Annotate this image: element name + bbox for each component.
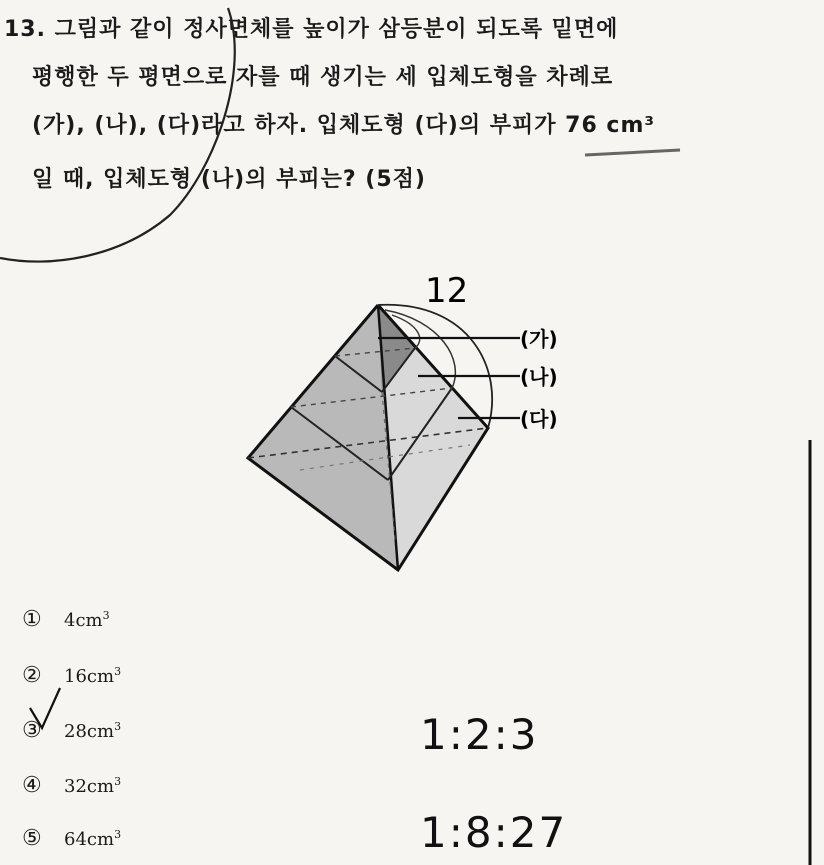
choice-3-exponent: 3 <box>114 719 122 733</box>
choice-1-value: 4cm <box>64 609 103 631</box>
choice-5[interactable] <box>22 826 121 851</box>
handwritten-length-ratio: 1:2:3 <box>420 710 539 759</box>
choice-5-value: 64cm <box>64 828 115 850</box>
choice-2-value: 16cm <box>64 665 115 687</box>
choice-3-value: 28cm <box>64 720 115 742</box>
pen-stroke-underline <box>585 150 680 155</box>
choice-1-exponent: 3 <box>102 608 110 622</box>
choice-3-number: ③ <box>22 718 42 743</box>
choice-4-number: ④ <box>22 773 42 798</box>
choice-4-exponent: 3 <box>114 774 122 788</box>
handwritten-volume-ratio: 1:8:27 <box>420 808 568 857</box>
choice-3[interactable] <box>22 718 121 743</box>
choice-5-number: ⑤ <box>22 826 42 851</box>
choice-4-value: 32cm <box>64 775 115 797</box>
question-line-2: 평행한 두 평면으로 자를 때 생기는 세 입체도형을 차례로 <box>32 65 614 90</box>
pen-stroke-curve <box>0 8 235 262</box>
choice-2[interactable] <box>22 663 121 688</box>
figure-label-da: (다) <box>520 407 558 431</box>
question-line-1: 13. 그림과 같이 정사면체를 높이가 삼등분이 되도록 밑면에 <box>4 17 619 42</box>
figure-annotation-12: 12 <box>425 271 469 311</box>
choice-1-number: ① <box>22 607 42 632</box>
front-face-left <box>248 305 398 570</box>
choice-5-exponent: 3 <box>114 827 122 841</box>
choice-4[interactable] <box>22 773 121 798</box>
question-line-4: 일 때, 입체도형 (나)의 부피는? (5점) <box>32 167 426 192</box>
choice-1[interactable] <box>22 607 110 632</box>
figure-label-ga: (가) <box>520 327 558 351</box>
choice-2-exponent: 3 <box>114 664 122 678</box>
choice-2-number: ② <box>22 663 42 688</box>
question-line-3: (가), (나), (다)라고 하자. 입체도형 (다)의 부피가 76 cm³ <box>32 113 656 138</box>
figure-label-na: (나) <box>520 365 558 389</box>
